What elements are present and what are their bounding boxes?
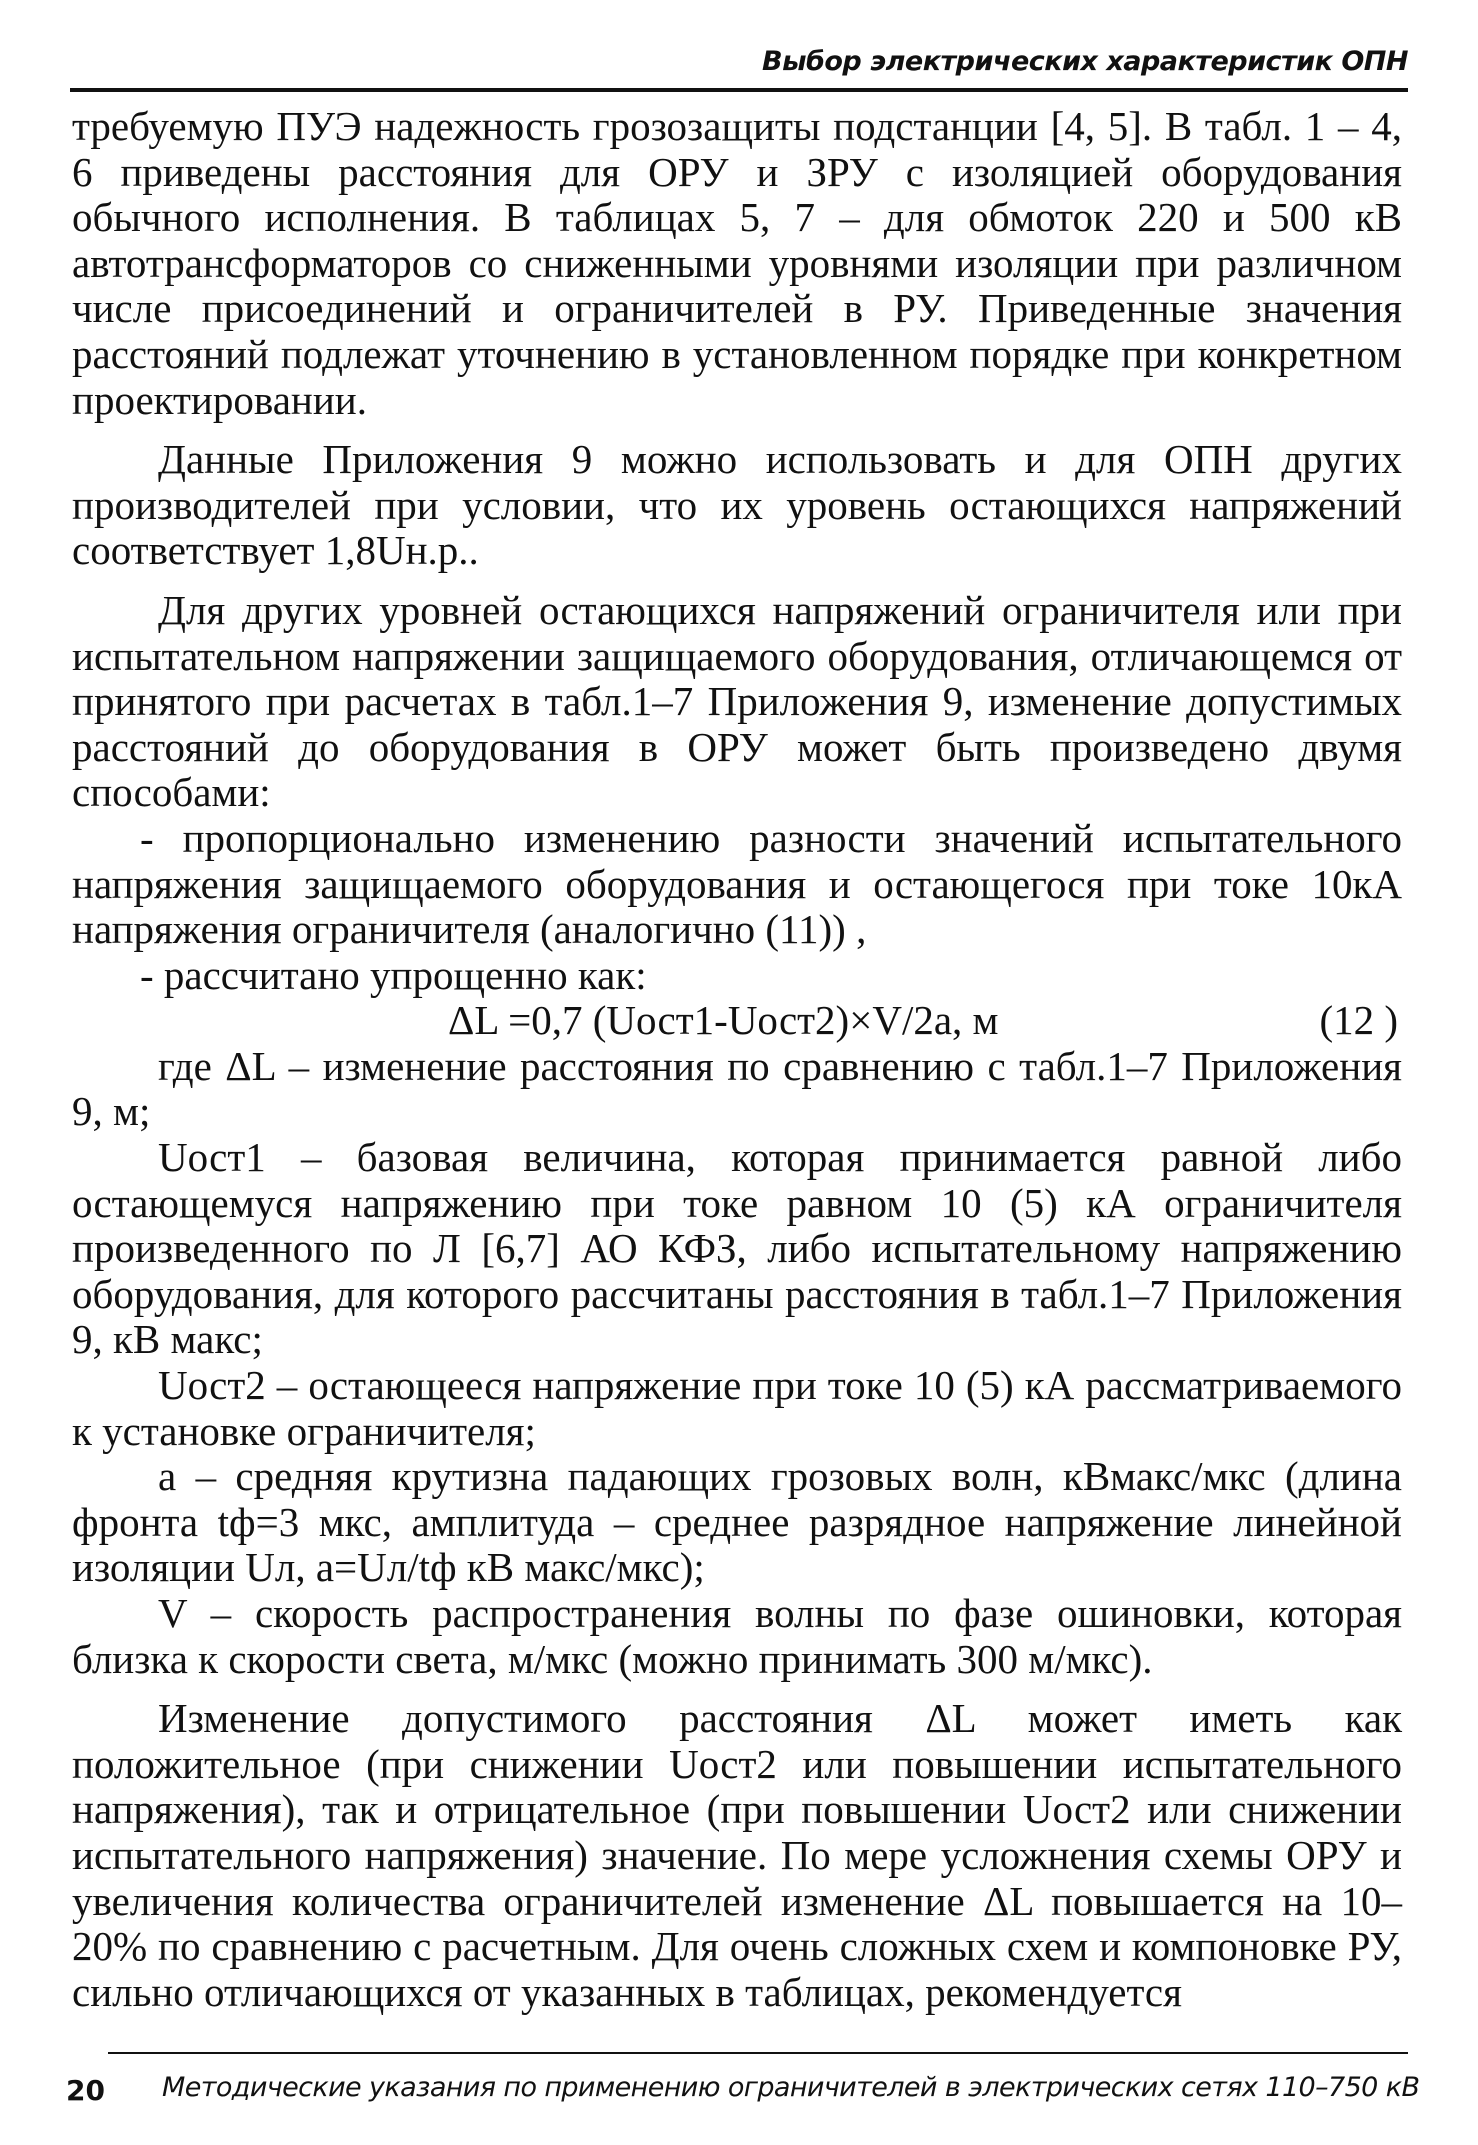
running-header: Выбор электрических характеристик ОПН <box>70 40 1408 92</box>
definition-delta-l: где ΔL – изменение расстояния по сравнению с табл.1–7 Приложения 9, м; <box>72 1042 1402 1135</box>
list-item-proportional: - пропорционально изменению разности значений испытательного напряжения защищаемого оборудования и остающегося при токе 10кА напряжения ограничителя (аналогично (11)) , <box>72 814 1402 953</box>
paragraph-continued: требуемую ПУЭ надежность грозозащиты подстанции [4, 5]. В табл. 1 – 4, 6 приведены расстояния для ОРУ и ЗРУ с изоляцией оборудования обычного исполнения. В таблицах 5, 7 – для обмоток 220 и 500 кВ автотрансформаторов со сниженными уровнями изоляции при различном числе присоединений и ограничителей в РУ. Приведенные значения расстояний подлежат уточнению в установленном порядке при конкретном проектировании. <box>72 103 1402 423</box>
paragraph-other-manufacturers: Данные Приложения 9 можно использовать и для ОПН других производителей при условии, что их уровень остающихся напряжений соответствует 1,8Uн.р.. <box>72 436 1402 574</box>
page-body <box>72 104 1402 2015</box>
definition-u-ost1: Uост1 – базовая величина, которая принимается равной либо остающемуся напряжению при токе равном 10 (5) кА ограничителя произведенного по Л [6,7] АО КФЗ, либо испытательному напряжению оборудования, для которого рассчитаны расстояния в табл.1–7 Приложения 9, кВ макс; <box>72 1134 1402 1363</box>
definition-a: а – средняя крутизна падающих грозовых волн, кВмакс/мкс (длина фронта tф=3 мкс, амплитуда – среднее разрядное напряжение линейной изоляции Uл, а=Uл/tф кВ макс/мкс); <box>72 1453 1402 1591</box>
list-item-simplified: - рассчитано упрощенно как: <box>140 951 647 998</box>
formula-12 <box>72 998 1402 1044</box>
footer-rule <box>108 2052 1408 2054</box>
paragraph-other-levels: Для других уровней остающихся напряжений ограничителя или при испытательном напряжении защищаемого оборудования, отличающемся от принятого при расчетах в табл.1–7 Приложения 9, изменение допустимых расстояний до оборудования в ОРУ может быть произведено двумя способами: <box>72 586 1402 816</box>
footer-title: Методические указания по применению ограничителей в электрических сетях 110–750 кВ <box>162 2072 1420 2103</box>
paragraph-delta-l-change: Изменение допустимого расстояния ΔL может иметь как положительное (при снижении Uост2 или повышении испытательного напряжения), так и отрицательное (при повышении Uост2 или снижении испытательного напряжения) значение. По мере усложнения схемы ОРУ и увеличения количества ограничителей изменение ΔL повышается на 10–20% по сравнению с расчетным. Для очень сложных схем и компоновке РУ, сильно отличающихся от указанных в таблицах, рекомендуется <box>72 1695 1402 2015</box>
definition-v: V – скорость распространения волны по фазе ошиновки, которая близка к скорости света, м/мкс (можно принимать 300 м/мкс). <box>72 1590 1402 1682</box>
definition-u-ost2: Uост2 – остающееся напряжение при токе 10 (5) кА рассматриваемого к установке ограничителя; <box>72 1362 1402 1454</box>
formula-expression: ΔL =0,7 (Uост1-Uост2)×V/2a, м <box>448 997 999 1044</box>
page-number: 20 <box>66 2074 105 2107</box>
formula-number: (12 ) <box>1319 997 1398 1044</box>
page-footer <box>66 2052 1420 2112</box>
